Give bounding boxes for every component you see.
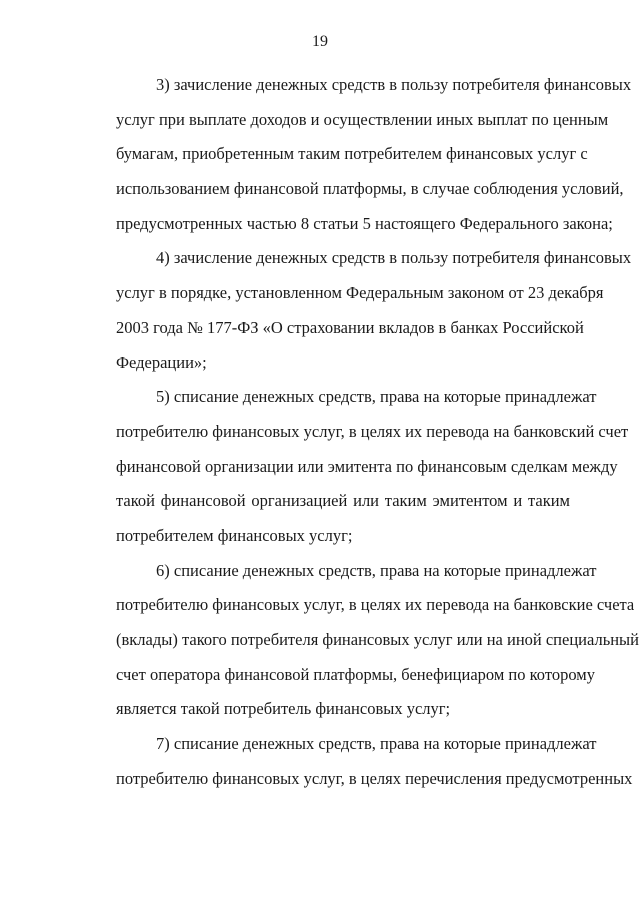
- text-line: является такой потребитель финансовых услуг;: [116, 699, 451, 719]
- text-line: услуг в порядке, установленном Федеральным законом от 23 декабря: [116, 283, 604, 303]
- text-line: потребителем финансовых услуг;: [116, 525, 353, 545]
- text-line: потребителю финансовых услуг, в целях их перевода на банковские счета: [116, 595, 635, 615]
- text-line: 7) списание денежных средств, права на которые принадлежат: [156, 734, 597, 754]
- text-line: бумагам, приобретенным таким потребителем финансовых услуг с: [116, 144, 588, 164]
- paragraph-item-7: [76, 727, 633, 796]
- text-line: финансовой организации или эмитента по финансовым сделкам между: [116, 456, 618, 476]
- text-line: Федерации»;: [116, 352, 207, 372]
- paragraph-item-4: [76, 241, 632, 380]
- text-line: такой финансовой организацией или таким эмитентом и таким: [116, 491, 570, 511]
- page-number: 19: [312, 33, 328, 50]
- text-line: потребителю финансовых услуг, в целях перечисления предусмотренных: [116, 768, 633, 788]
- paragraph-item-6: [76, 554, 639, 727]
- paragraph-item-3: [76, 68, 632, 241]
- document-body: [76, 68, 639, 796]
- text-line: 3) зачисление денежных средств в пользу потребителя финансовых: [156, 75, 632, 94]
- text-line: 2003 года № 177-ФЗ «О страховании вкладов в банках Российской: [116, 317, 584, 337]
- text-line: услуг при выплате доходов и осуществлении иных выплат по ценным: [116, 109, 609, 129]
- text-line: потребителю финансовых услуг, в целях их перевода на банковский счет: [116, 421, 629, 441]
- text-line: 5) списание денежных средств, права на которые принадлежат: [156, 387, 597, 407]
- text-line: счет оператора финансовой платформы, бенефициаром по которому: [116, 664, 595, 684]
- text-line: использованием финансовой платформы, в случае соблюдения условий,: [116, 179, 624, 199]
- text-line: 6) списание денежных средств, права на которые принадлежат: [156, 560, 597, 580]
- text-line: (вклады) такого потребителя финансовых услуг или на иной специальный: [116, 630, 639, 649]
- text-line: предусмотренных частью 8 статьи 5 настоящего Федерального закона;: [116, 213, 613, 233]
- text-line: 4) зачисление денежных средств в пользу потребителя финансовых: [156, 248, 632, 268]
- paragraph-item-5: [76, 380, 629, 553]
